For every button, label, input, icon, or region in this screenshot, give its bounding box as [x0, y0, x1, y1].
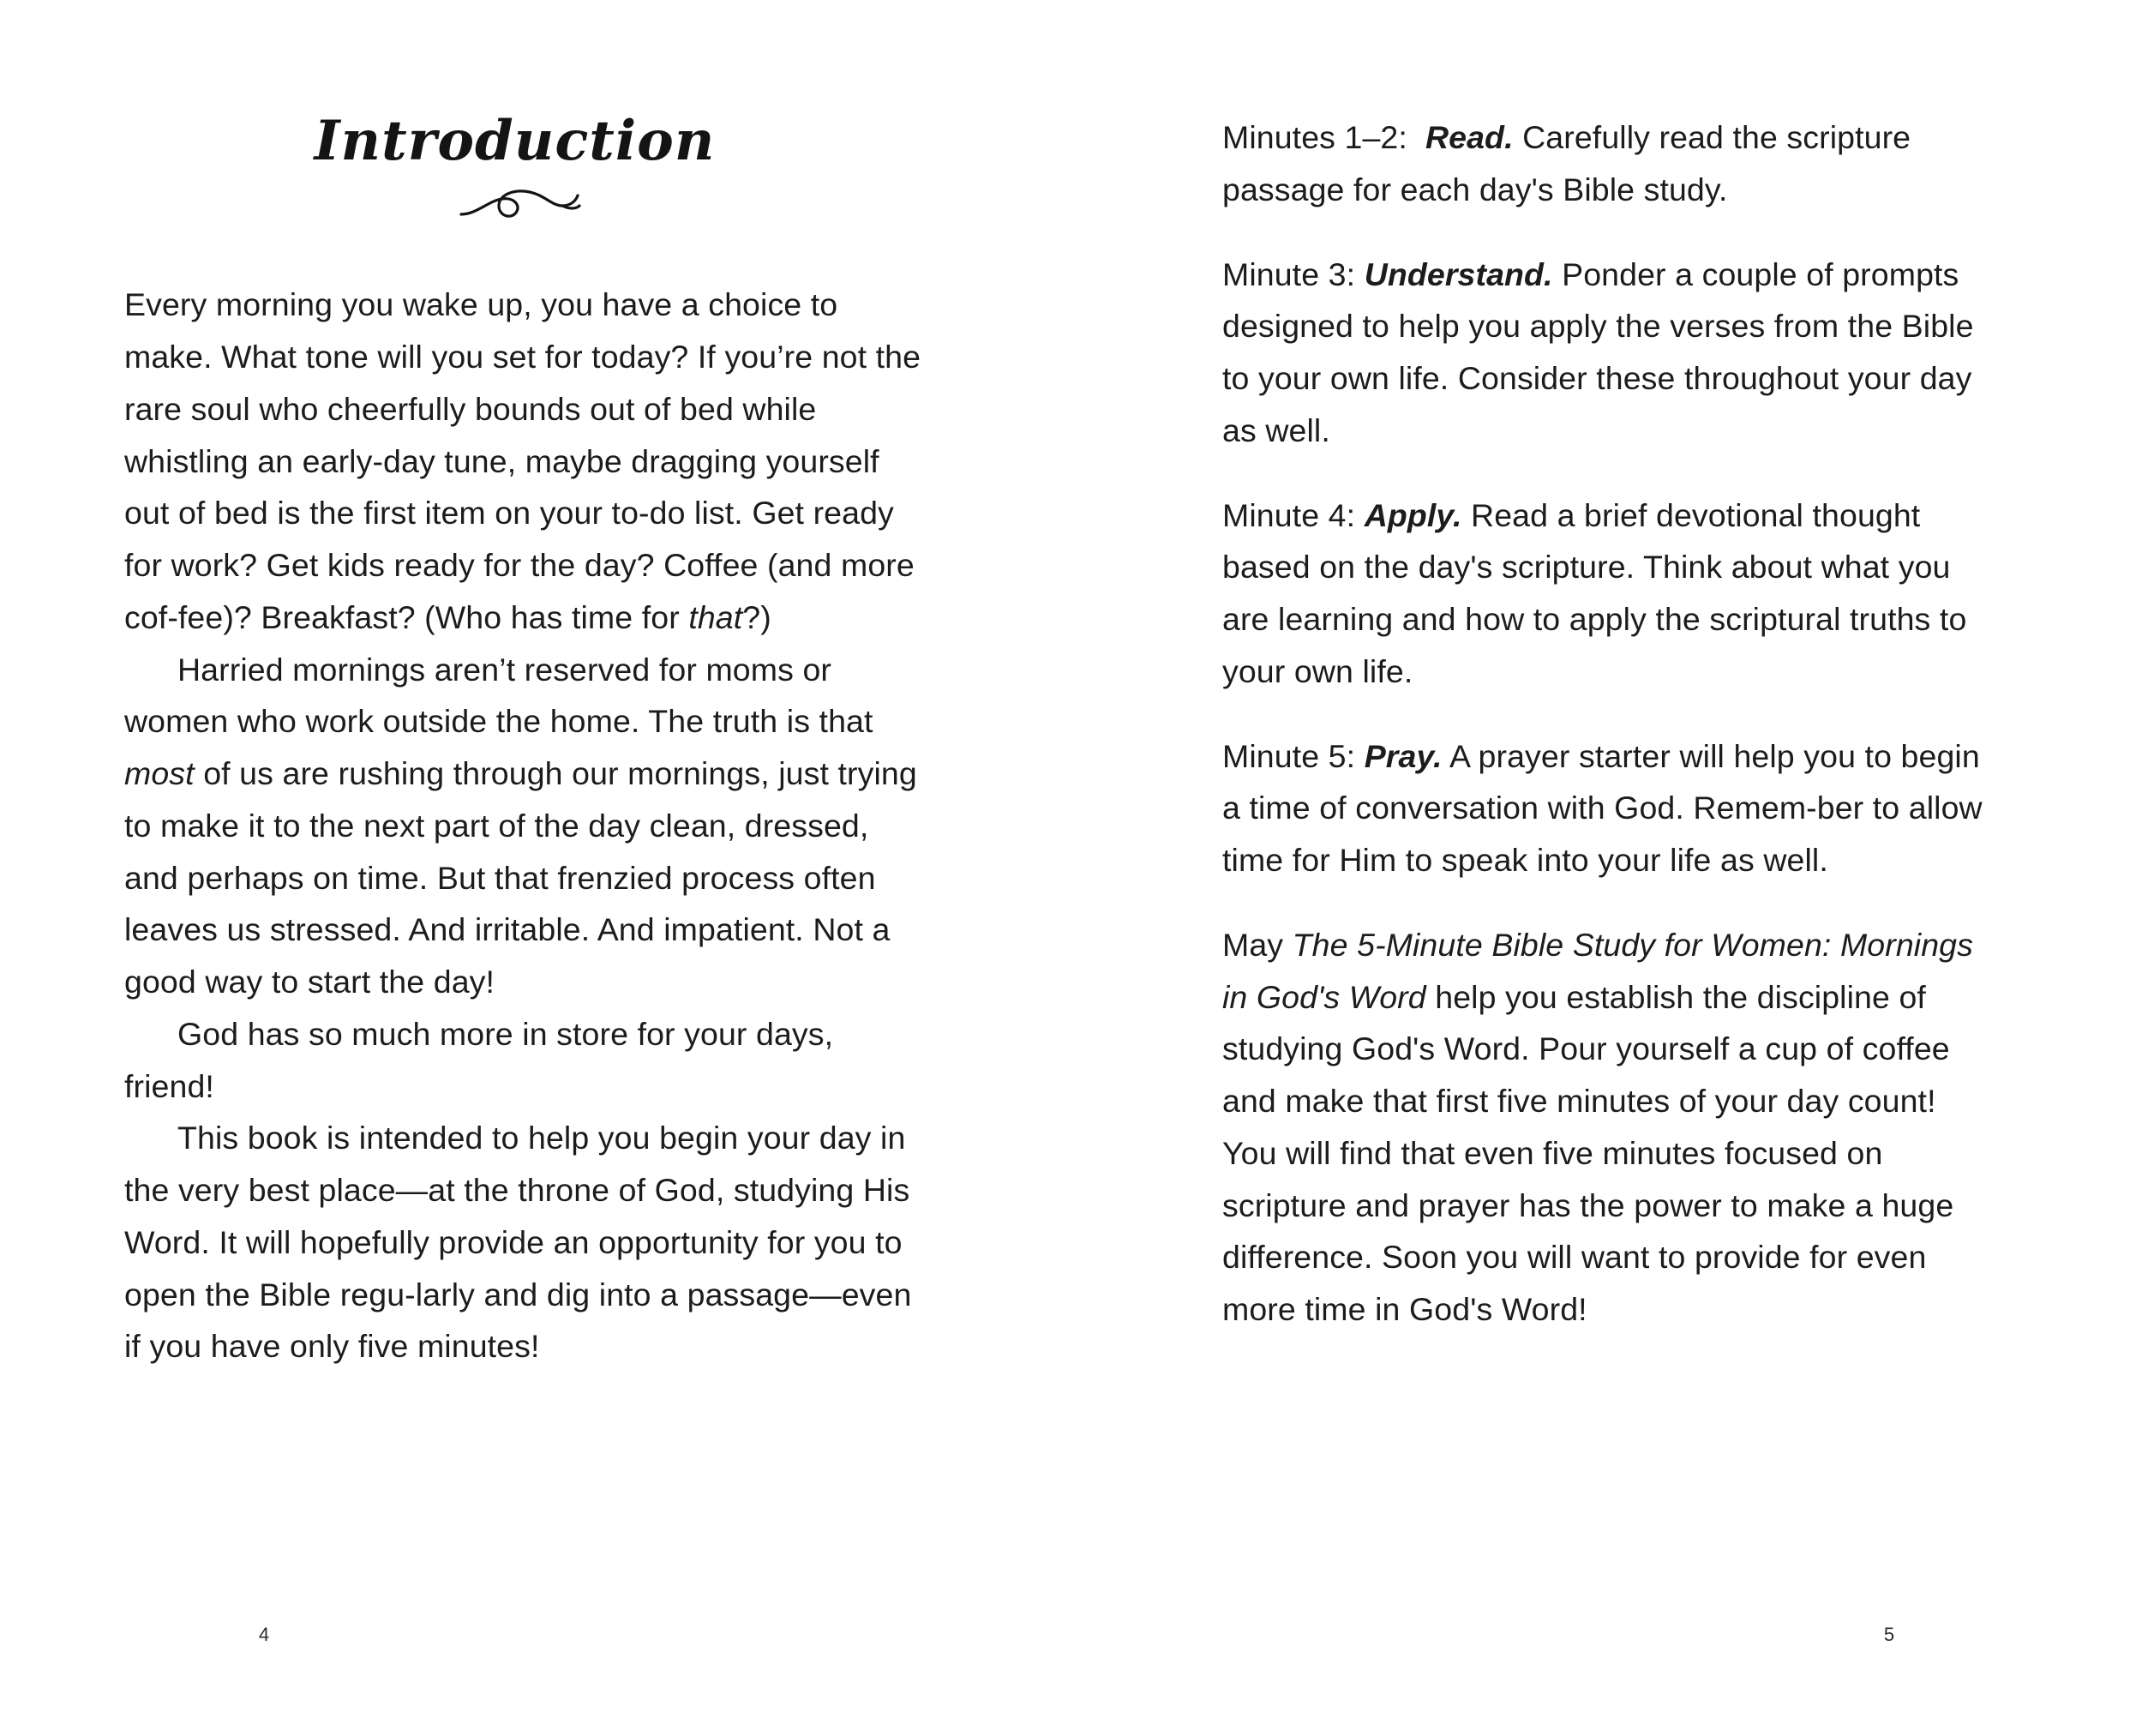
intro-paragraph-1: Every morning you wake up, you have a choice to make. What tone will you set for today? If you’re not the rare soul who cheerfully bounds out of bed while whistling an early-day tune, maybe dragging yourself out of bed is the first item on your to-do list. Get ready for work? Get kids ready for the day? Coffee (and more cof-fee)? Breakfast? (Who has time for that?) [124, 286, 921, 635]
page-title: Introduction [314, 109, 716, 173]
minute-step-3-keyword: Apply. [1364, 496, 1462, 533]
minute-step-4-keyword: Pray. [1364, 737, 1443, 774]
intro-paragraph-4: This book is intended to help you begin your day in the very best place—at the throne of God, studying His Word. It will hopefully provide an opportunity for you to open the Bible regu-larly and dig into a passage—even if you have only five minutes! [124, 1120, 912, 1365]
minute-step-3-text: Read a brief devotional thought based on the day's scripture. Think about what you are learning and how to apply the scriptural truths to your own life. [1222, 496, 1967, 689]
closing-paragraph [1222, 919, 1995, 1336]
minute-step-2-text: Ponder a couple of prompts designed to help you apply the verses from the Bible to your own life. Consider these throughout your day as well. [1222, 255, 1974, 448]
closing-prefix: May [1222, 926, 1293, 963]
minute-step-1-keyword: Read. [1425, 119, 1514, 155]
folio-right: 5 [1883, 1624, 1895, 1645]
intro-paragraph-2: Harried mornings aren’t reserved for moms or women who work outside the home. The truth is that most of us are rushing through our mornings, just trying to make it to the next part of the day clean, dressed, and perhaps on time. But that frenzied process often leaves us stressed. And irritable. And impatient. Not a good way to start the day! [124, 651, 917, 1000]
script-flourish-ornament [124, 180, 931, 239]
minute-step-3-lead: Minute 4: [1222, 496, 1356, 533]
minute-step-2-lead: Minute 3: [1222, 255, 1356, 292]
minute-step-4-text: A prayer starter will help you to begin a time of conversation with God. Remem-ber to allow time for Him to speak into your life as well. [1222, 737, 1983, 878]
book-title-italic: The 5-Minute Bible Study for Women: Mornings in God's Word [1222, 926, 1973, 1015]
minute-step-4-lead: Minute 5: [1222, 737, 1356, 774]
folio-left: 4 [258, 1624, 270, 1645]
closing-rest: help you establish the discipline of studying God's Word. Pour yourself a cup of coffee and make that first five minutes of your day count! You will find that even five minutes focused on scripture and prayer has the power to make a huge difference. Soon you will want to provide for even more time in God's Word! [1222, 978, 1954, 1327]
page-right [1077, 0, 2153, 1736]
minute-step-1-lead: Minutes 1–2: [1222, 119, 1407, 155]
intro-paragraph-3: God has so much more in store for your days, friend! [124, 1015, 834, 1104]
minute-step-4 [1222, 730, 1995, 886]
minute-step-1-text: Carefully read the scripture passage for each day's Bible study. [1222, 119, 1911, 207]
minute-step-1 [1222, 111, 1995, 216]
minute-step-2-keyword: Understand. [1364, 255, 1553, 292]
minute-step-2 [1222, 249, 1995, 457]
minute-step-3 [1222, 490, 1995, 698]
